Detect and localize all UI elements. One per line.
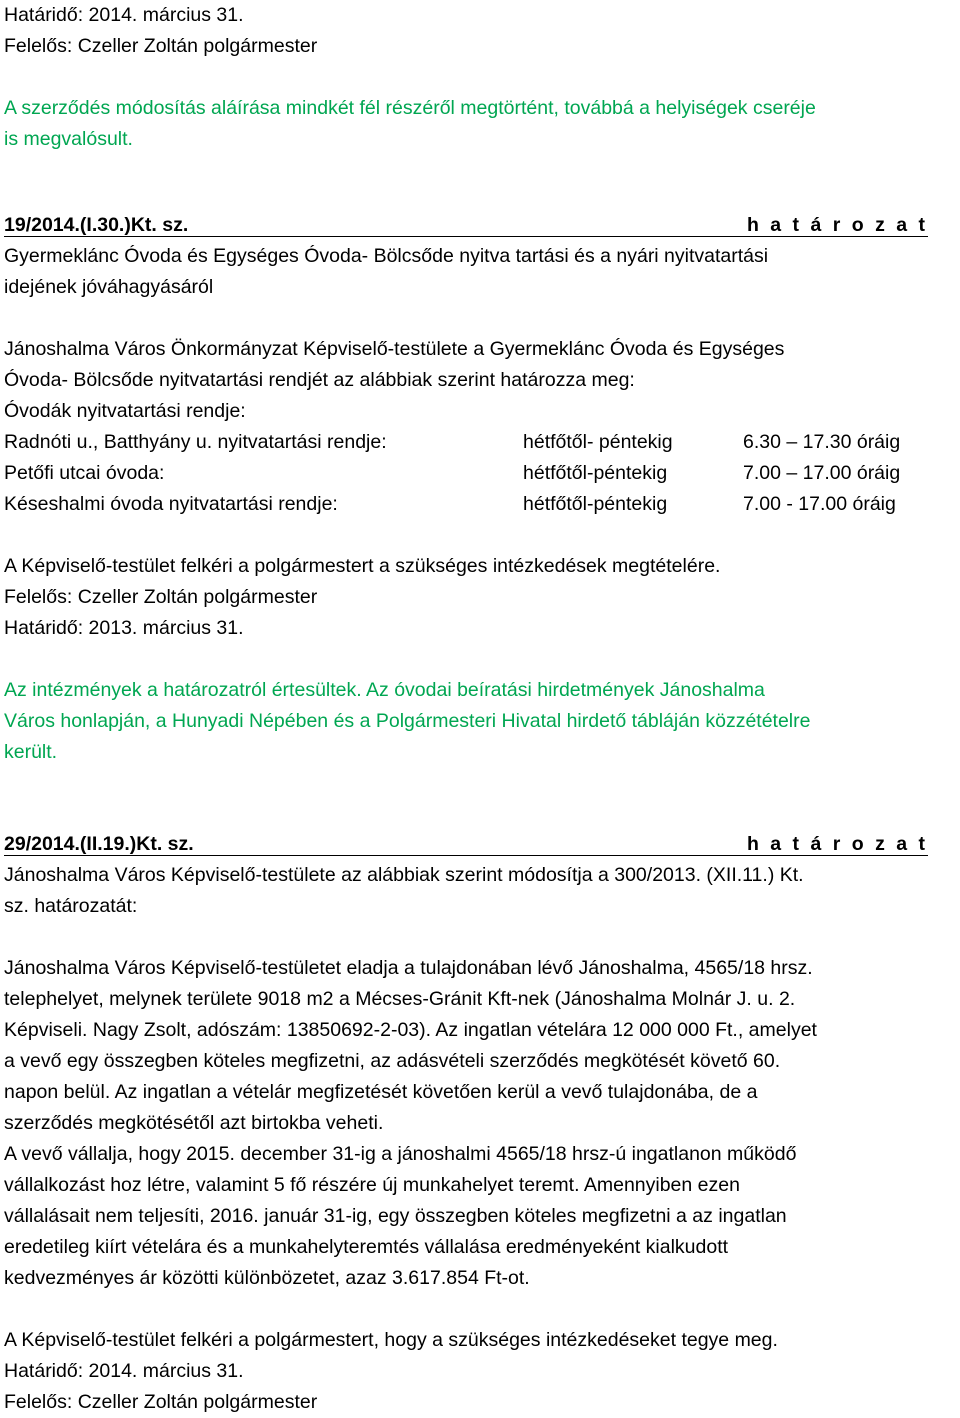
resolution-number: 29/2014.(II.19.)Kt. sz. [4, 833, 194, 855]
deadline-text: Határidő: 2013. március 31. [4, 617, 244, 639]
body-line: Képviseli. Nagy Zsolt, adószám: 13850692-2-03). Az ingatlan vételára 12 000 000 Ft., amelyet [4, 1019, 817, 1041]
status-note-line: A szerződés módosítás aláírása mindkét fél részéről megtörtént, továbbá a helyiségek cseréje [4, 97, 816, 119]
resolution-title-line: Gyermeklánc Óvoda és Egységes Óvoda- Bölcsőde nyitva tartási és a nyári nyitvatartási [4, 245, 769, 267]
responsible-text: Felelős: Czeller Zoltán polgármester [4, 1391, 318, 1413]
body-line: kedvezményes ár közötti különbözetet, azaz 3.617.854 Ft-ot. [4, 1267, 530, 1289]
request-text: A Képviselő-testület felkéri a polgármestert a szükséges intézkedések megtételére. [4, 555, 721, 577]
schedule-row [4, 458, 900, 489]
schedule-row [4, 427, 900, 458]
body-line: Óvoda- Bölcsőde nyitvatartási rendjét az alábbiak szerint határozza meg: [4, 369, 635, 391]
schedule-hours: 7.00 - 17.00 óráig [743, 493, 896, 515]
body-line: Óvodák nyitvatartási rendje: [4, 400, 246, 422]
kindergarten-name: Radnóti u., Batthyány u. nyitvatartási rendje: [4, 431, 387, 453]
body-line: A vevő vállalja, hogy 2015. december 31-ig a jánoshalmi 4565/18 hrsz-ú ingatlanon működő [4, 1143, 797, 1165]
schedule-hours: 6.30 – 17.30 óráig [743, 431, 901, 453]
deadline-text: Határidő: 2014. március 31. [4, 4, 244, 26]
deadline-text: Határidő: 2014. március 31. [4, 1360, 244, 1382]
kindergarten-name: Késeshalmi óvoda nyitvatartási rendje: [4, 493, 338, 515]
resolution-label: h a t á r o z a t [746, 214, 928, 236]
body-line: vállalásait nem teljesíti, 2016. január 31-ig, egy összegben köteles megfizetni a az ingatlan [4, 1205, 787, 1227]
status-note-line: is megvalósult. [4, 128, 133, 150]
body-line: szerződés megkötésétől azt birtokba veheti. [4, 1112, 384, 1134]
status-note-line: Város honlapján, a Hunyadi Népében és a Polgármesteri Hivatal hirdető tábláján közzétételre [4, 710, 811, 732]
kindergarten-name: Petőfi utcai óvoda: [4, 462, 165, 484]
resolution-header [4, 829, 936, 860]
resolution-label: h a t á r o z a t [746, 833, 928, 855]
body-line: vállalkozást hoz létre, valamint 5 fő részére új munkahelyet teremt. Amennyiben ezen [4, 1174, 740, 1196]
resolution-19-2014 [4, 210, 936, 768]
schedule-days: hétfőtől-péntekig [523, 493, 668, 515]
responsible-text: Felelős: Czeller Zoltán polgármester [4, 586, 318, 608]
resolution-number: 19/2014.(I.30.)Kt. sz. [4, 214, 189, 236]
status-note-line: került. [4, 741, 58, 763]
body-line: telephelyet, melynek területe 9018 m2 a Mécses-Gránit Kft-nek (Jánoshalma Molnár J. u. 2. [4, 988, 796, 1010]
body-line: napon belül. Az ingatlan a vételár megfizetését követően kerül a vevő tulajdonába, de a [4, 1081, 758, 1103]
resolution-header [4, 210, 936, 241]
body-line: sz. határozatát: [4, 895, 138, 917]
body-line: eredetileg kiírt vételára és a munkahelyteremtés vállalása eredményeként kialkudott [4, 1236, 729, 1258]
status-note-line: Az intézmények a határozatról értesültek. Az óvodai beíratási hirdetmények Jánoshalma [4, 679, 765, 701]
resolution-title-line: idejének jóváhagyásáról [4, 276, 214, 298]
body-line: Jánoshalma Város Önkormányzat Képviselő-testülete a Gyermeklánc Óvoda és Egységes [4, 338, 785, 360]
opening-hours-table [4, 427, 900, 520]
top-block [4, 0, 936, 155]
schedule-days: hétfőtől-péntekig [523, 462, 668, 484]
body-line: Jánoshalma Város Képviselő-testülete az alábbiak szerint módosítja a 300/2013. (XII.11.) Kt. [4, 864, 804, 886]
schedule-days: hétfőtől- péntekig [523, 431, 673, 453]
request-text: A Képviselő-testület felkéri a polgármestert, hogy a szükséges intézkedéseket tegye meg. [4, 1329, 778, 1351]
body-line: Jánoshalma Város Képviselő-testületet eladja a tulajdonában lévő Jánoshalma, 4565/18 hrsz. [4, 957, 813, 979]
resolution-29-2014 [4, 829, 936, 1418]
schedule-row [4, 489, 900, 520]
schedule-hours: 7.00 – 17.00 óráig [743, 462, 901, 484]
body-line: a vevő egy összegben köteles megfizetni, az adásvételi szerződés megkötését követő 60. [4, 1050, 781, 1072]
responsible-text: Felelős: Czeller Zoltán polgármester [4, 35, 318, 57]
